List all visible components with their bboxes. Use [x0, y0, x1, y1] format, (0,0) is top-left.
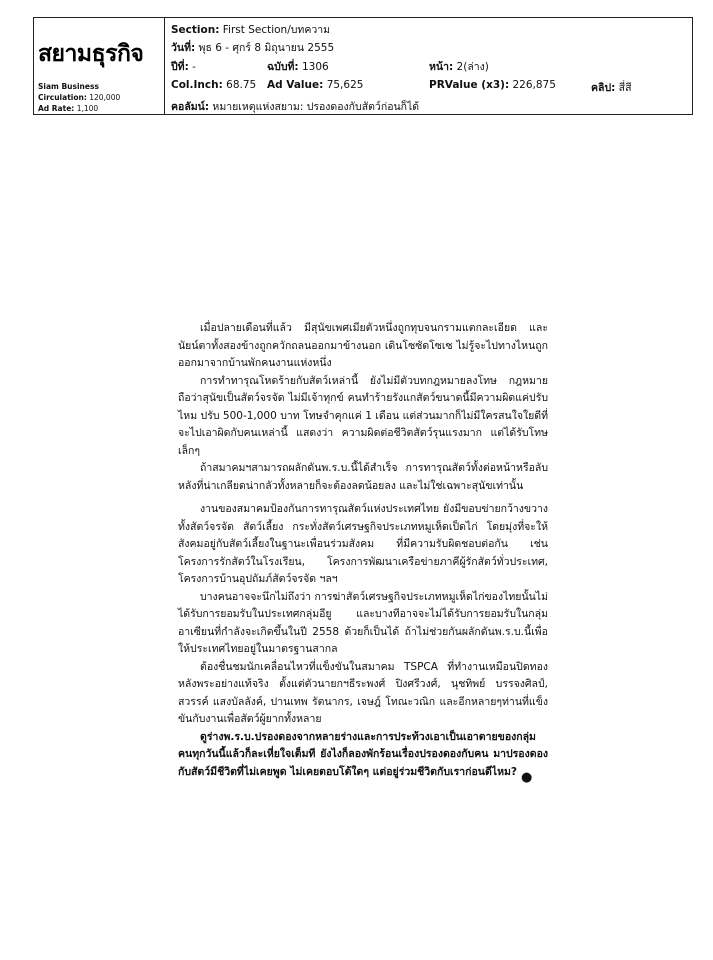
clip-field	[591, 79, 632, 96]
article-paragraph-7: ดูร่างพ.ร.บ.ปรองดองจากหลายร่างและการประท้วงเอาเป็นเอาตายของกลุ่มคนทุกวันนี้แล้วก็ละเหี่ยใจเต็มที ยังไงก็ลองพักร้อนเรื่องปรองดองกับคน มาปรองดองกับสัตว์มีชีวิตที่ไม่เคยพูด ไม่เคยตอบโต้ใดๆ แต่อยู่ร่วมชีวิตกับเราก่อนดีไหม?	[178, 730, 548, 778]
column-label: คอลัมน์:	[171, 101, 210, 113]
ad-rate-value: 1,100	[76, 104, 99, 113]
circulation-label: Circulation:	[38, 93, 87, 102]
prvalue-label: PRValue (x3):	[429, 79, 510, 91]
end-mark-icon: ●​	[521, 770, 533, 785]
issue-value: 1306	[301, 61, 329, 73]
section-value: First Section/บทความ	[222, 24, 331, 36]
colinch-label: Col.Inch:	[171, 79, 223, 91]
prvalue-value: 226,875	[512, 79, 556, 91]
advalue-label: Ad Value:	[267, 79, 324, 91]
ad-rate-label: Ad Rate:	[38, 104, 75, 113]
circulation	[38, 93, 120, 102]
year-field	[171, 58, 196, 75]
clipping-header	[33, 17, 693, 115]
publication-name: Siam Business	[38, 82, 99, 91]
column-line	[171, 98, 419, 115]
clip-label: คลิป:	[591, 82, 616, 94]
article-paragraph-4: งานของสมาคมป้องกันการทารุณสัตว์แห่งประเทศไทย ยังมีขอบข่ายกว้างขวางทั้งสัตว์จรจัด สัตว์เลี้ยง กระทั่งสัตว์เศรษฐกิจประเภทหมูเห็ดเป็ดไก่ โดยมุ่งที่จะให้สังคมอยู่กับสัตว์เลี้ยงในฐานะเพื่อนร่วมสังคม ที่มีความรับผิดชอบต่อกัน เช่น โครงการรักสัตว์ในโรงเรียน, โครงการพัฒนาเครือข่ายภาคีผู้รักสัตว์ทั่วประเทศ, โครงการบ้านอุปถัมภ์สัตว์จรจัด ฯลฯ	[178, 503, 548, 585]
article-paragraph-5: บางคนอาจจะนึกไม่ถึงว่า การฆ่าสัตว์เศรษฐกิจประเภทหมูเห็ดไก่ของไทยนั้นไม่ได้รับการยอมรับในประเทศกลุ่มอียู และบางทีอาจจะไม่ได้รับการยอมรับในกลุ่มอาเซียนที่กำลังจะเกิดขึ้นในปี 2558 ด้วยก็เป็นได้ ถ้าไม่ช่วยกันผลักดันพ.ร.บ.นี้เพื่อให้ประเทศไทยอยู่ในมาตรฐานสากล	[178, 590, 548, 655]
article-paragraph-1: เมื่อปลายเดือนที่แล้ว มีสุนัขเพศเมียตัวหนึ่งถูกทุบจนกรามแตกละเอียด และนัยน์ตาทั้งสองข้างถูกควักถลนออกมาข้างนอก เดินโซซัดโซเซ ไม่รู้จะไปทางไหนถูก ออกมาจากบ้านพักคนงานแห่งหนึ่ง	[178, 322, 548, 369]
issue-label: ฉบับที่:	[267, 61, 299, 73]
article-paragraph-3: ถ้าสมาคมฯสามารถผลักดันพ.ร.บ.นี้ได้สำเร็จ การทารุณสัตว์ทั้งต่อหน้าหรือลับหลังที่น่าเกลียดน่ากลัวทั้งหลายก็จะต้องลดน้อยลง และไม่ใช่เฉพาะสุนัขเท่านั้น	[178, 462, 548, 492]
article-paragraph-6: ต้องชื่นชมนักเคลื่อนไหวที่แข็งขันในสมาคม TSPCA ที่ทำงานเหมือนปิดทองหลังพระอย่างแท้จริง ตั้งแต่ตัวนายกฯธีระพงศ์ ปิงศรีวงศ์, นุชทิพย์ บรรจงศิลป์, สวรรค์ แสงบัลลังค์, ปานเทพ รัตนากร, เจษฎ์ โทณะวณิก และอีกหลายๆท่านที่แข็งขันกับงานเพื่อสัตว์ผู้ยากทั้งหลาย	[178, 660, 548, 725]
clipping-info	[171, 18, 692, 114]
column-value: หมายเหตุแห่งสยาม: ปรองดองกับสัตว์ก่อนก็ได้	[212, 101, 420, 113]
article-paragraph-2: การทำทารุณโหดร้ายกับสัตว์เหล่านี้ ยังไม่มีตัวบทกฎหมายลงโทษ กฎหมายถือว่าสุนัขเป็นสัตว์จรจัด ไม่มีเจ้าทุกข์ คนทำร้ายรังแกสัตว์ขนาดนี้มีความผิดแค่ปรับไหม ปรับ 500-1,000 บาท โทษจำคุกแค่ 1 เดือน แต่ส่วนมากก็ไม่มีใครสนใจใยดีที่จะไปเอาผิดกับคนเหล่านี้ แสดงว่า ความผิดต่อชีวิตสัตว์รุนแรงมาก แต่ได้รับโทษเล็กๆ	[178, 374, 548, 457]
page-field	[429, 58, 489, 75]
page-value: 2(ล่าง)	[456, 61, 489, 73]
issue-field	[267, 58, 329, 75]
section-line	[171, 21, 330, 38]
page-label: หน้า:	[429, 61, 454, 73]
advalue-field	[267, 79, 363, 91]
date-label: วันที่:	[171, 42, 196, 54]
ad-rate	[38, 104, 98, 113]
date-line	[171, 39, 334, 56]
date-value: พุธ 6 - ศุกร์ 8 มิถุนายน 2555	[198, 42, 335, 54]
clip-value: สี่สี	[618, 82, 632, 94]
colinch-value: 68.75	[226, 79, 257, 91]
colinch-field	[171, 79, 256, 91]
advalue-value: 75,625	[326, 79, 364, 91]
publication-logo: สยามธุรกิจ	[38, 41, 144, 67]
circulation-value: 120,000	[89, 93, 121, 102]
article-body	[178, 320, 548, 781]
publication-info	[34, 18, 165, 114]
year-value: -	[192, 61, 196, 73]
year-label: ปีที่:	[171, 61, 189, 73]
section-label: Section:	[171, 24, 220, 36]
prvalue-field	[429, 79, 556, 91]
